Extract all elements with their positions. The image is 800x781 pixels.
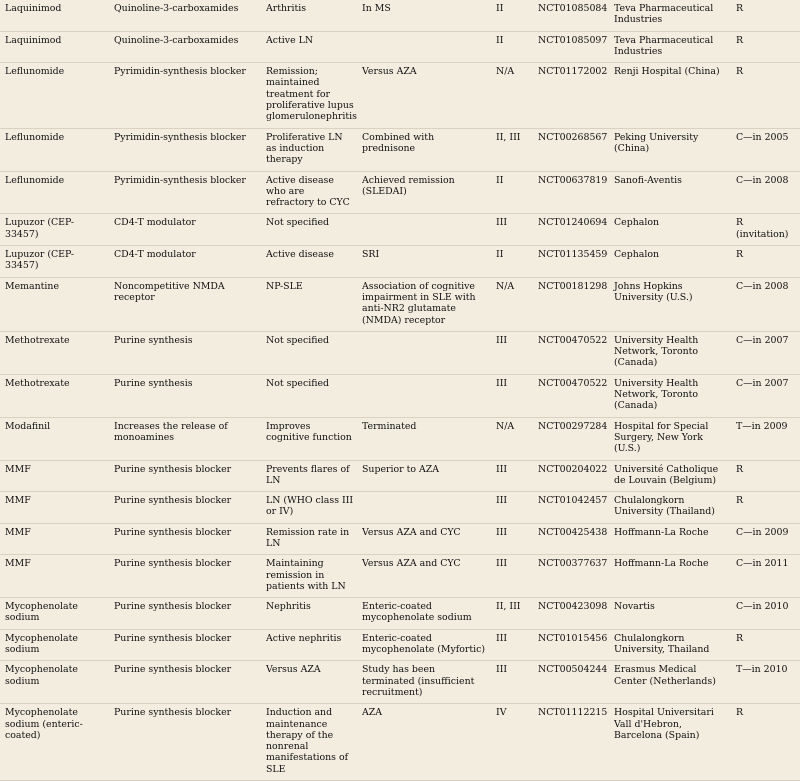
sponsor-cell: Cephalon [610, 246, 732, 278]
table-row [0, 0, 800, 31]
phase-cell: III [492, 629, 534, 661]
trial-id-cell: NCT01172002 [534, 63, 610, 128]
drug-cell: Methotrexate [0, 374, 110, 417]
trial-id-cell: NCT01112215 [534, 704, 610, 781]
trial-id-cell: NCT00268567 [534, 128, 610, 171]
sponsor-cell: Hoffmann-La Roche [610, 523, 732, 555]
indication-cell: Arthritis [262, 0, 358, 31]
phase-cell: III [492, 555, 534, 598]
phase-cell: N/A [492, 63, 534, 128]
trial-id-cell: NCT00181298 [534, 277, 610, 331]
status-cell: C—in 2011 [732, 555, 800, 598]
sponsor-cell: Hospital Universitari Vall d'Hebron, Barcelona (Spain) [610, 704, 732, 781]
drug-cell: Laquinimod [0, 0, 110, 31]
indication-cell: Not specified [262, 214, 358, 246]
sponsor-cell: Hoffmann-La Roche [610, 555, 732, 598]
notes-cell: Terminated [358, 417, 492, 460]
status-cell: C—in 2005 [732, 128, 800, 171]
trial-id-cell: NCT01085084 [534, 0, 610, 31]
notes-cell: Combined with prednisone [358, 128, 492, 171]
notes-cell: Enteric-coated mycophenolate (Myfortic) [358, 629, 492, 661]
sponsor-cell: Université Catholique de Louvain (Belgium) [610, 460, 732, 492]
trial-id-cell: NCT00204022 [534, 460, 610, 492]
notes-cell: Study has been terminated (insufficient recruitment) [358, 661, 492, 704]
notes-cell: Association of cognitive impairment in SLE with anti-NR2 glutamate (NMDA) receptor [358, 277, 492, 331]
drug-cell: Leflunomide [0, 63, 110, 128]
table-row [0, 555, 800, 598]
sponsor-cell: Teva Pharmaceutical Industries [610, 0, 732, 31]
table-row [0, 492, 800, 524]
phase-cell: II [492, 246, 534, 278]
trial-id-cell: NCT01240694 [534, 214, 610, 246]
notes-cell [358, 214, 492, 246]
status-cell: C—in 2008 [732, 277, 800, 331]
status-cell: R (invitation) [732, 214, 800, 246]
trial-id-cell: NCT00423098 [534, 598, 610, 630]
sponsor-cell: Chulalongkorn University, Thailand [610, 629, 732, 661]
mechanism-cell: Purine synthesis [110, 331, 262, 374]
phase-cell: III [492, 331, 534, 374]
mechanism-cell: Purine synthesis blocker [110, 598, 262, 630]
table-row [0, 661, 800, 704]
phase-cell: N/A [492, 277, 534, 331]
status-cell: R [732, 246, 800, 278]
status-cell: C—in 2009 [732, 523, 800, 555]
notes-cell: Enteric-coated mycophenolate sodium [358, 598, 492, 630]
mechanism-cell: Purine synthesis blocker [110, 661, 262, 704]
table-row [0, 629, 800, 661]
sponsor-cell: Cephalon [610, 214, 732, 246]
phase-cell: II [492, 171, 534, 214]
drug-cell: Mycophenolate sodium [0, 629, 110, 661]
table-row [0, 417, 800, 460]
notes-cell: Versus AZA [358, 63, 492, 128]
indication-cell: Active disease [262, 246, 358, 278]
drug-cell: Lupuzor (CEP-33457) [0, 214, 110, 246]
sponsor-cell: Teva Pharmaceutical Industries [610, 31, 732, 63]
notes-cell [358, 492, 492, 524]
table-row [0, 31, 800, 63]
notes-cell: Achieved remission (SLEDAI) [358, 171, 492, 214]
status-cell: R [732, 629, 800, 661]
table-row [0, 374, 800, 417]
mechanism-cell: Purine synthesis blocker [110, 555, 262, 598]
table-row [0, 331, 800, 374]
indication-cell: Remission; maintained treatment for proliferative lupus glomerulonephritis [262, 63, 358, 128]
table-row [0, 128, 800, 171]
drug-cell: Laquinimod [0, 31, 110, 63]
table-row [0, 598, 800, 630]
drug-cell: Mycophenolate sodium (enteric-coated) [0, 704, 110, 781]
indication-cell: Not specified [262, 374, 358, 417]
drug-cell: Memantine [0, 277, 110, 331]
drug-cell: Lupuzor (CEP-33457) [0, 246, 110, 278]
mechanism-cell: Pyrimidin-synthesis blocker [110, 63, 262, 128]
sponsor-cell: Sanofi-Aventis [610, 171, 732, 214]
trial-id-cell: NCT01042457 [534, 492, 610, 524]
trial-id-cell: NCT00470522 [534, 374, 610, 417]
mechanism-cell: Increases the release of monoamines [110, 417, 262, 460]
trial-id-cell: NCT00297284 [534, 417, 610, 460]
trial-id-cell: NCT01135459 [534, 246, 610, 278]
trial-id-cell: NCT01085097 [534, 31, 610, 63]
mechanism-cell: CD4-T modulator [110, 246, 262, 278]
notes-cell [358, 331, 492, 374]
notes-cell: Superior to AZA [358, 460, 492, 492]
trial-id-cell: NCT00425438 [534, 523, 610, 555]
status-cell: R [732, 704, 800, 781]
phase-cell: II, III [492, 128, 534, 171]
sponsor-cell: Novartis [610, 598, 732, 630]
notes-cell: Versus AZA and CYC [358, 555, 492, 598]
indication-cell: Not specified [262, 331, 358, 374]
table-row [0, 523, 800, 555]
indication-cell: Active disease who are refractory to CYC [262, 171, 358, 214]
status-cell: T—in 2010 [732, 661, 800, 704]
indication-cell: Versus AZA [262, 661, 358, 704]
table-row [0, 214, 800, 246]
mechanism-cell: Purine synthesis blocker [110, 704, 262, 781]
mechanism-cell: Quinoline-3-carboxamides [110, 0, 262, 31]
drug-cell: MMF [0, 555, 110, 598]
mechanism-cell: Quinoline-3-carboxamides [110, 31, 262, 63]
status-cell: C—in 2010 [732, 598, 800, 630]
indication-cell: NP-SLE [262, 277, 358, 331]
indication-cell: Maintaining remission in patients with LN [262, 555, 358, 598]
indication-cell: Improves cognitive function [262, 417, 358, 460]
mechanism-cell: Noncompetitive NMDA receptor [110, 277, 262, 331]
phase-cell: III [492, 214, 534, 246]
notes-cell: In MS [358, 0, 492, 31]
table-row [0, 277, 800, 331]
sponsor-cell: University Health Network, Toronto (Canada) [610, 374, 732, 417]
indication-cell: Proliferative LN as induction therapy [262, 128, 358, 171]
notes-cell: AZA [358, 704, 492, 781]
indication-cell: Active nephritis [262, 629, 358, 661]
phase-cell: III [492, 492, 534, 524]
indication-cell: Active LN [262, 31, 358, 63]
status-cell: T—in 2009 [732, 417, 800, 460]
drug-cell: Mycophenolate sodium [0, 598, 110, 630]
drug-cell: Mycophenolate sodium [0, 661, 110, 704]
trial-id-cell: NCT00637819 [534, 171, 610, 214]
table-row [0, 460, 800, 492]
sponsor-cell: Johns Hopkins University (U.S.) [610, 277, 732, 331]
drug-cell: Leflunomide [0, 128, 110, 171]
table-row [0, 63, 800, 128]
indication-cell: LN (WHO class III or IV) [262, 492, 358, 524]
sponsor-cell: Peking University (China) [610, 128, 732, 171]
notes-cell [358, 31, 492, 63]
notes-cell: Versus AZA and CYC [358, 523, 492, 555]
status-cell: R [732, 492, 800, 524]
mechanism-cell: Pyrimidin-synthesis blocker [110, 171, 262, 214]
drug-cell: MMF [0, 460, 110, 492]
sponsor-cell: University Health Network, Toronto (Canada) [610, 331, 732, 374]
notes-cell [358, 374, 492, 417]
drug-cell: Methotrexate [0, 331, 110, 374]
sponsor-cell: Renji Hospital (China) [610, 63, 732, 128]
trial-id-cell: NCT00504244 [534, 661, 610, 704]
drug-cell: MMF [0, 492, 110, 524]
indication-cell: Nephritis [262, 598, 358, 630]
sponsor-cell: Chulalongkorn University (Thailand) [610, 492, 732, 524]
sponsor-cell: Hospital for Special Surgery, New York (U.S.) [610, 417, 732, 460]
mechanism-cell: Purine synthesis blocker [110, 460, 262, 492]
status-cell: R [732, 460, 800, 492]
status-cell: R [732, 31, 800, 63]
phase-cell: III [492, 374, 534, 417]
drug-cell: Leflunomide [0, 171, 110, 214]
indication-cell: Prevents flares of LN [262, 460, 358, 492]
drug-cell: Modafinil [0, 417, 110, 460]
phase-cell: N/A [492, 417, 534, 460]
phase-cell: III [492, 460, 534, 492]
sponsor-cell: Erasmus Medical Center (Netherlands) [610, 661, 732, 704]
phase-cell: III [492, 661, 534, 704]
trial-id-cell: NCT00377637 [534, 555, 610, 598]
status-cell: C—in 2007 [732, 331, 800, 374]
phase-cell: II [492, 0, 534, 31]
phase-cell: II [492, 31, 534, 63]
indication-cell: Induction and maintenance therapy of the nonrenal manifestations of SLE [262, 704, 358, 781]
notes-cell: SRI [358, 246, 492, 278]
status-cell: C—in 2007 [732, 374, 800, 417]
table-row [0, 171, 800, 214]
table-row [0, 246, 800, 278]
status-cell: R [732, 0, 800, 31]
table-row [0, 704, 800, 781]
mechanism-cell: Purine synthesis blocker [110, 492, 262, 524]
phase-cell: IV [492, 704, 534, 781]
drug-cell: MMF [0, 523, 110, 555]
phase-cell: II, III [492, 598, 534, 630]
mechanism-cell: Purine synthesis blocker [110, 629, 262, 661]
status-cell: R [732, 63, 800, 128]
mechanism-cell: Purine synthesis blocker [110, 523, 262, 555]
indication-cell: Remission rate in LN [262, 523, 358, 555]
mechanism-cell: Pyrimidin-synthesis blocker [110, 128, 262, 171]
trial-id-cell: NCT01015456 [534, 629, 610, 661]
phase-cell: III [492, 523, 534, 555]
mechanism-cell: Purine synthesis [110, 374, 262, 417]
trial-id-cell: NCT00470522 [534, 331, 610, 374]
status-cell: C—in 2008 [732, 171, 800, 214]
mechanism-cell: CD4-T modulator [110, 214, 262, 246]
